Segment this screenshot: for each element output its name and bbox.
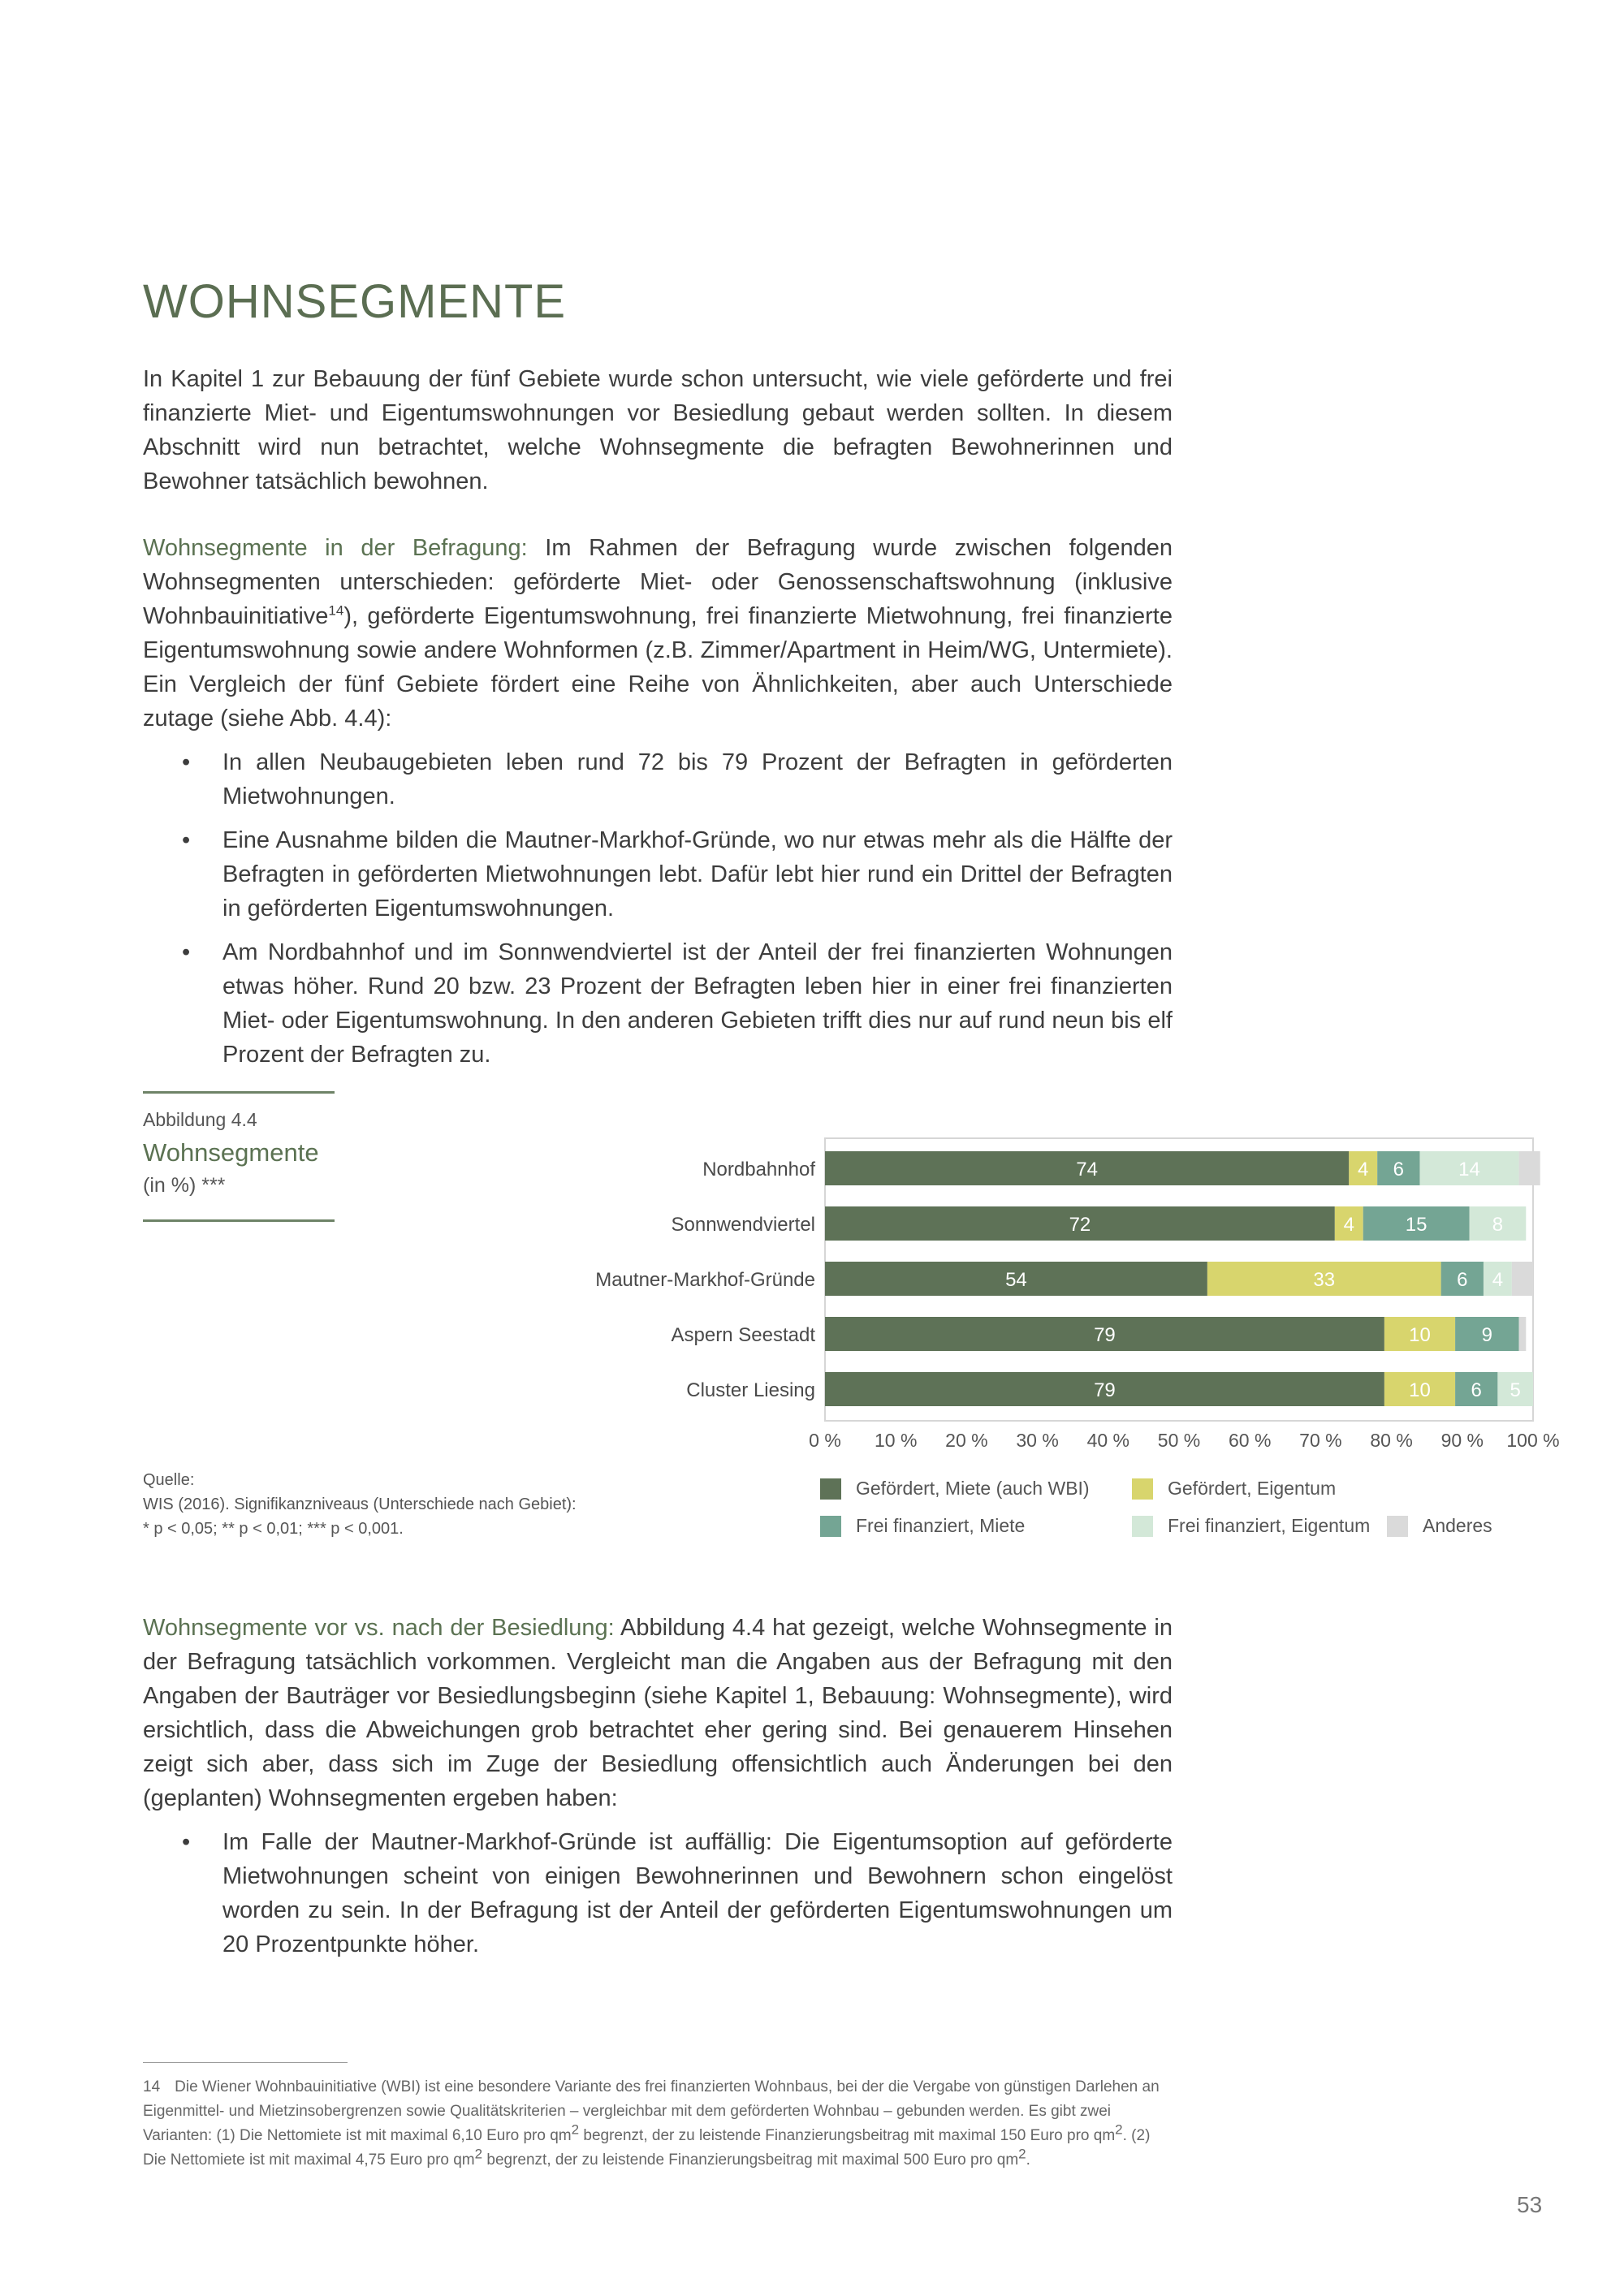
legend-item-frei-eigentum	[1132, 1515, 1370, 1537]
x-tick-label: 60 %	[1228, 1430, 1272, 1451]
bullet-text: Im Falle der Mautner-Markhof-Gründe ist auffällig: Die Eigentumsoption auf geförderte Mietwohnungen scheint von einigen Bewohnerinnen und Bewohnern schon eingelöst worden zu sein. In der Befragung ist der Anteil der geförderten Eigentumswohnungen um 20 Prozentpunkte höher.	[222, 1829, 1173, 1957]
x-tick-label: 100 %	[1506, 1430, 1560, 1451]
legend-label: Frei finanziert, Miete	[856, 1515, 1026, 1536]
legend-item-gefoerdert-miete	[820, 1478, 1090, 1500]
data-label: 6	[1457, 1269, 1468, 1291]
data-label: 6	[1393, 1159, 1404, 1180]
data-label: 72	[1069, 1214, 1091, 1236]
data-label: 10	[1409, 1379, 1431, 1401]
legend-swatch	[1132, 1516, 1153, 1537]
data-label: 6	[1471, 1379, 1482, 1401]
category-label: Nordbahnhof	[702, 1159, 815, 1180]
legend-label: Frei finanziert, Eigentum	[1168, 1515, 1371, 1536]
data-label: 8	[1492, 1214, 1504, 1236]
footnote-14	[143, 2075, 1174, 2173]
page-title: WOHNSEGMENTE	[143, 275, 567, 328]
footnote-text-c: . (2) Die Nettomiete ist mit maximal 4,75 Euro pro qm	[143, 2127, 1151, 2169]
footnote-text-b: begrenzt, der zu leistende Finanzierungsbeitrag mit maximal 150 Euro pro qm	[579, 2127, 1116, 2144]
x-tick-label: 0 %	[809, 1430, 841, 1451]
footnote-sup: 2	[571, 2121, 580, 2138]
footnote-number: 14	[143, 2078, 161, 2095]
footnote-sup: 2	[474, 2146, 483, 2162]
list-item	[143, 1825, 1173, 1962]
category-label: Mautner-Markhof-Gründe	[595, 1269, 815, 1291]
legend-label: Anderes	[1423, 1515, 1492, 1536]
x-tick-label: 40 %	[1086, 1430, 1130, 1451]
bullet-icon: •	[182, 939, 191, 965]
legend-swatch	[1387, 1516, 1408, 1537]
data-label: 10	[1409, 1324, 1431, 1346]
bullet-icon: •	[182, 749, 191, 775]
x-tick-label: 70 %	[1299, 1430, 1342, 1451]
bar-segment	[1512, 1262, 1533, 1296]
figure-source	[143, 1468, 577, 1541]
x-tick-label: 20 %	[945, 1430, 988, 1451]
page-number: 53	[1517, 2192, 1543, 2217]
section2-text: Abbildung 4.4 hat gezeigt, welche Wohnsegmente in der Befragung tatsächlich vorkommen. Vergleicht man die Angaben aus der Befragung mit den Angaben der Bauträger vor Besiedlungsbeginn (siehe Kapitel 1, Bebauung: Wohnsegmente), wird ersichtlich, dass die Abweichungen grob betrachtet eher gering sind. Bei genauerem Hinsehen zeigt sich aber, dass sich im Zuge der Besiedlung offensichtlich auch Änderungen bei den (geplanten) Wohnsegmenten ergeben haben:	[143, 1615, 1173, 1811]
category-label: Cluster Liesing	[686, 1379, 815, 1401]
section2-bullet-list	[143, 1825, 1173, 1962]
section1-text-a: Im Rahmen der Befragung wurde zwischen folgenden Wohnsegmenten unterschieden: geförderte Miet- oder Genossenschaftswohnung (inklusive Wohnbauinitiative	[143, 535, 1173, 629]
figure-subtitle: (in %) ***	[143, 1174, 226, 1197]
footnote-text-a: Die Wiener Wohnbauinitiative (WBI) ist eine besondere Variante des frei finanzierten Wohnbaus, bei der die Vergabe von günstigen Darlehen an Eigenmittel- und Mietzinsobergrenzen sowie Qualitätskriterien – vergleichbar mit dem geförderten Wohnbau – gebunden werden. Es gibt zwei Varianten: (1) Die Nettomiete ist mit maximal 6,10 Euro pro qm	[143, 2078, 1160, 2144]
intro-text: In Kapitel 1 zur Bebauung der fünf Gebiete wurde schon untersucht, wie viele geförderte und frei finanzierte Miet- und Eigentumswohnungen vor Besiedlung gebaut werden sollten. In diesem Abschnitt wird nun betrachtet, welche Wohnsegmente die befragten Bewohnerinnen und Bewohner tatsächlich bewohnen.	[143, 366, 1173, 494]
category-label: Aspern Seestadt	[671, 1324, 815, 1346]
x-tick-label: 30 %	[1016, 1430, 1059, 1451]
footnote-text-e: .	[1026, 2151, 1030, 2169]
data-label: 79	[1094, 1379, 1116, 1401]
legend-label: Gefördert, Miete (auch WBI)	[856, 1478, 1090, 1499]
data-label: 4	[1492, 1269, 1504, 1291]
x-tick-label: 90 %	[1440, 1430, 1484, 1451]
legend-item-frei-miete	[820, 1515, 1025, 1537]
legend-swatch	[1132, 1478, 1153, 1500]
data-label: 4	[1343, 1214, 1354, 1236]
legend-swatch	[820, 1516, 841, 1537]
source-line-2: * p < 0,05; ** p < 0,01; *** p < 0,001.	[143, 1520, 404, 1538]
x-tick-label: 50 %	[1157, 1430, 1201, 1451]
data-label: 54	[1005, 1269, 1027, 1291]
bullet-text: Am Nordbahnhof und im Sonnwendviertel ist der Anteil der frei finanzierten Wohnungen etwas höher. Rund 20 bzw. 23 Prozent der Befragten leben hier in einer frei finanzierten Miet- oder Eigentumswohnung. In den anderen Gebieten trifft dies nur auf rund neun bis elf Prozent der Befragten zu.	[222, 939, 1173, 1068]
data-label: 79	[1094, 1324, 1116, 1346]
data-label: 4	[1358, 1159, 1369, 1180]
bullet-icon: •	[182, 827, 191, 853]
footnote-text-d: begrenzt, der zu leistende Finanzierungsbeitrag mit maximal 500 Euro pro qm	[482, 2151, 1019, 2169]
footnote-sup: 2	[1115, 2121, 1123, 2138]
data-label: 15	[1405, 1214, 1427, 1236]
data-label: 74	[1076, 1159, 1098, 1180]
category-label: Sonnwendviertel	[671, 1214, 815, 1236]
bullet-icon: •	[182, 1829, 191, 1855]
footnote-ref[interactable]: 14	[328, 602, 344, 619]
figure-title: Wohnsegmente	[143, 1138, 319, 1167]
x-tick-label: 80 %	[1370, 1430, 1413, 1451]
source-line-1: WIS (2016). Signifikanzniveaus (Unterschiede nach Gebiet):	[143, 1495, 577, 1513]
source-label: Quelle:	[143, 1471, 195, 1489]
data-label: 14	[1458, 1159, 1480, 1180]
bar-segment	[1519, 1317, 1527, 1351]
footnote-rule	[143, 2062, 348, 2063]
data-label: 9	[1481, 1324, 1492, 1346]
data-label: 33	[1313, 1269, 1336, 1291]
data-label: 5	[1510, 1379, 1521, 1401]
section1-text-b: ), geförderte Eigentumswohnung, frei finanzierte Mietwohnung, frei finanzierte Eigentumswohnung sowie andere Wohnformen (z.B. Zimmer/Apartment in Heim/WG, Untermiete). Ein Vergleich der fünf Gebiete fördert eine Reihe von Ähnlichkeiten, aber auch Unterschiede zutage (siehe Abb. 4.4):	[143, 603, 1173, 732]
x-tick-label: 10 %	[874, 1430, 918, 1451]
figure-label: Abbildung 4.4	[143, 1109, 257, 1130]
legend-swatch	[820, 1478, 841, 1500]
section2-lead: Wohnsegmente vor vs. nach der Besiedlung:	[143, 1615, 615, 1641]
footnote-sup: 2	[1018, 2146, 1026, 2162]
section-vor-nach-besiedlung	[143, 1611, 1173, 1962]
bar-segment	[1519, 1151, 1540, 1185]
legend-item-anderes	[1387, 1515, 1492, 1537]
legend-label: Gefördert, Eigentum	[1168, 1478, 1337, 1499]
bullet-text: Eine Ausnahme bilden die Mautner-Markhof-Gründe, wo nur etwas mehr als die Hälfte der Befragten in geförderten Mietwohnungen lebt. Dafür lebt hier rund ein Drittel der Befragten in geförderten Eigentumswohnungen.	[222, 827, 1173, 921]
section1-lead: Wohnsegmente in der Befragung:	[143, 535, 528, 561]
section2-paragraph	[143, 1611, 1173, 1815]
bullet-text: In allen Neubaugebieten leben rund 72 bis 79 Prozent der Befragten in geförderten Mietwohnungen.	[222, 749, 1173, 809]
legend-item-gefoerdert-eigentum	[1132, 1478, 1336, 1500]
